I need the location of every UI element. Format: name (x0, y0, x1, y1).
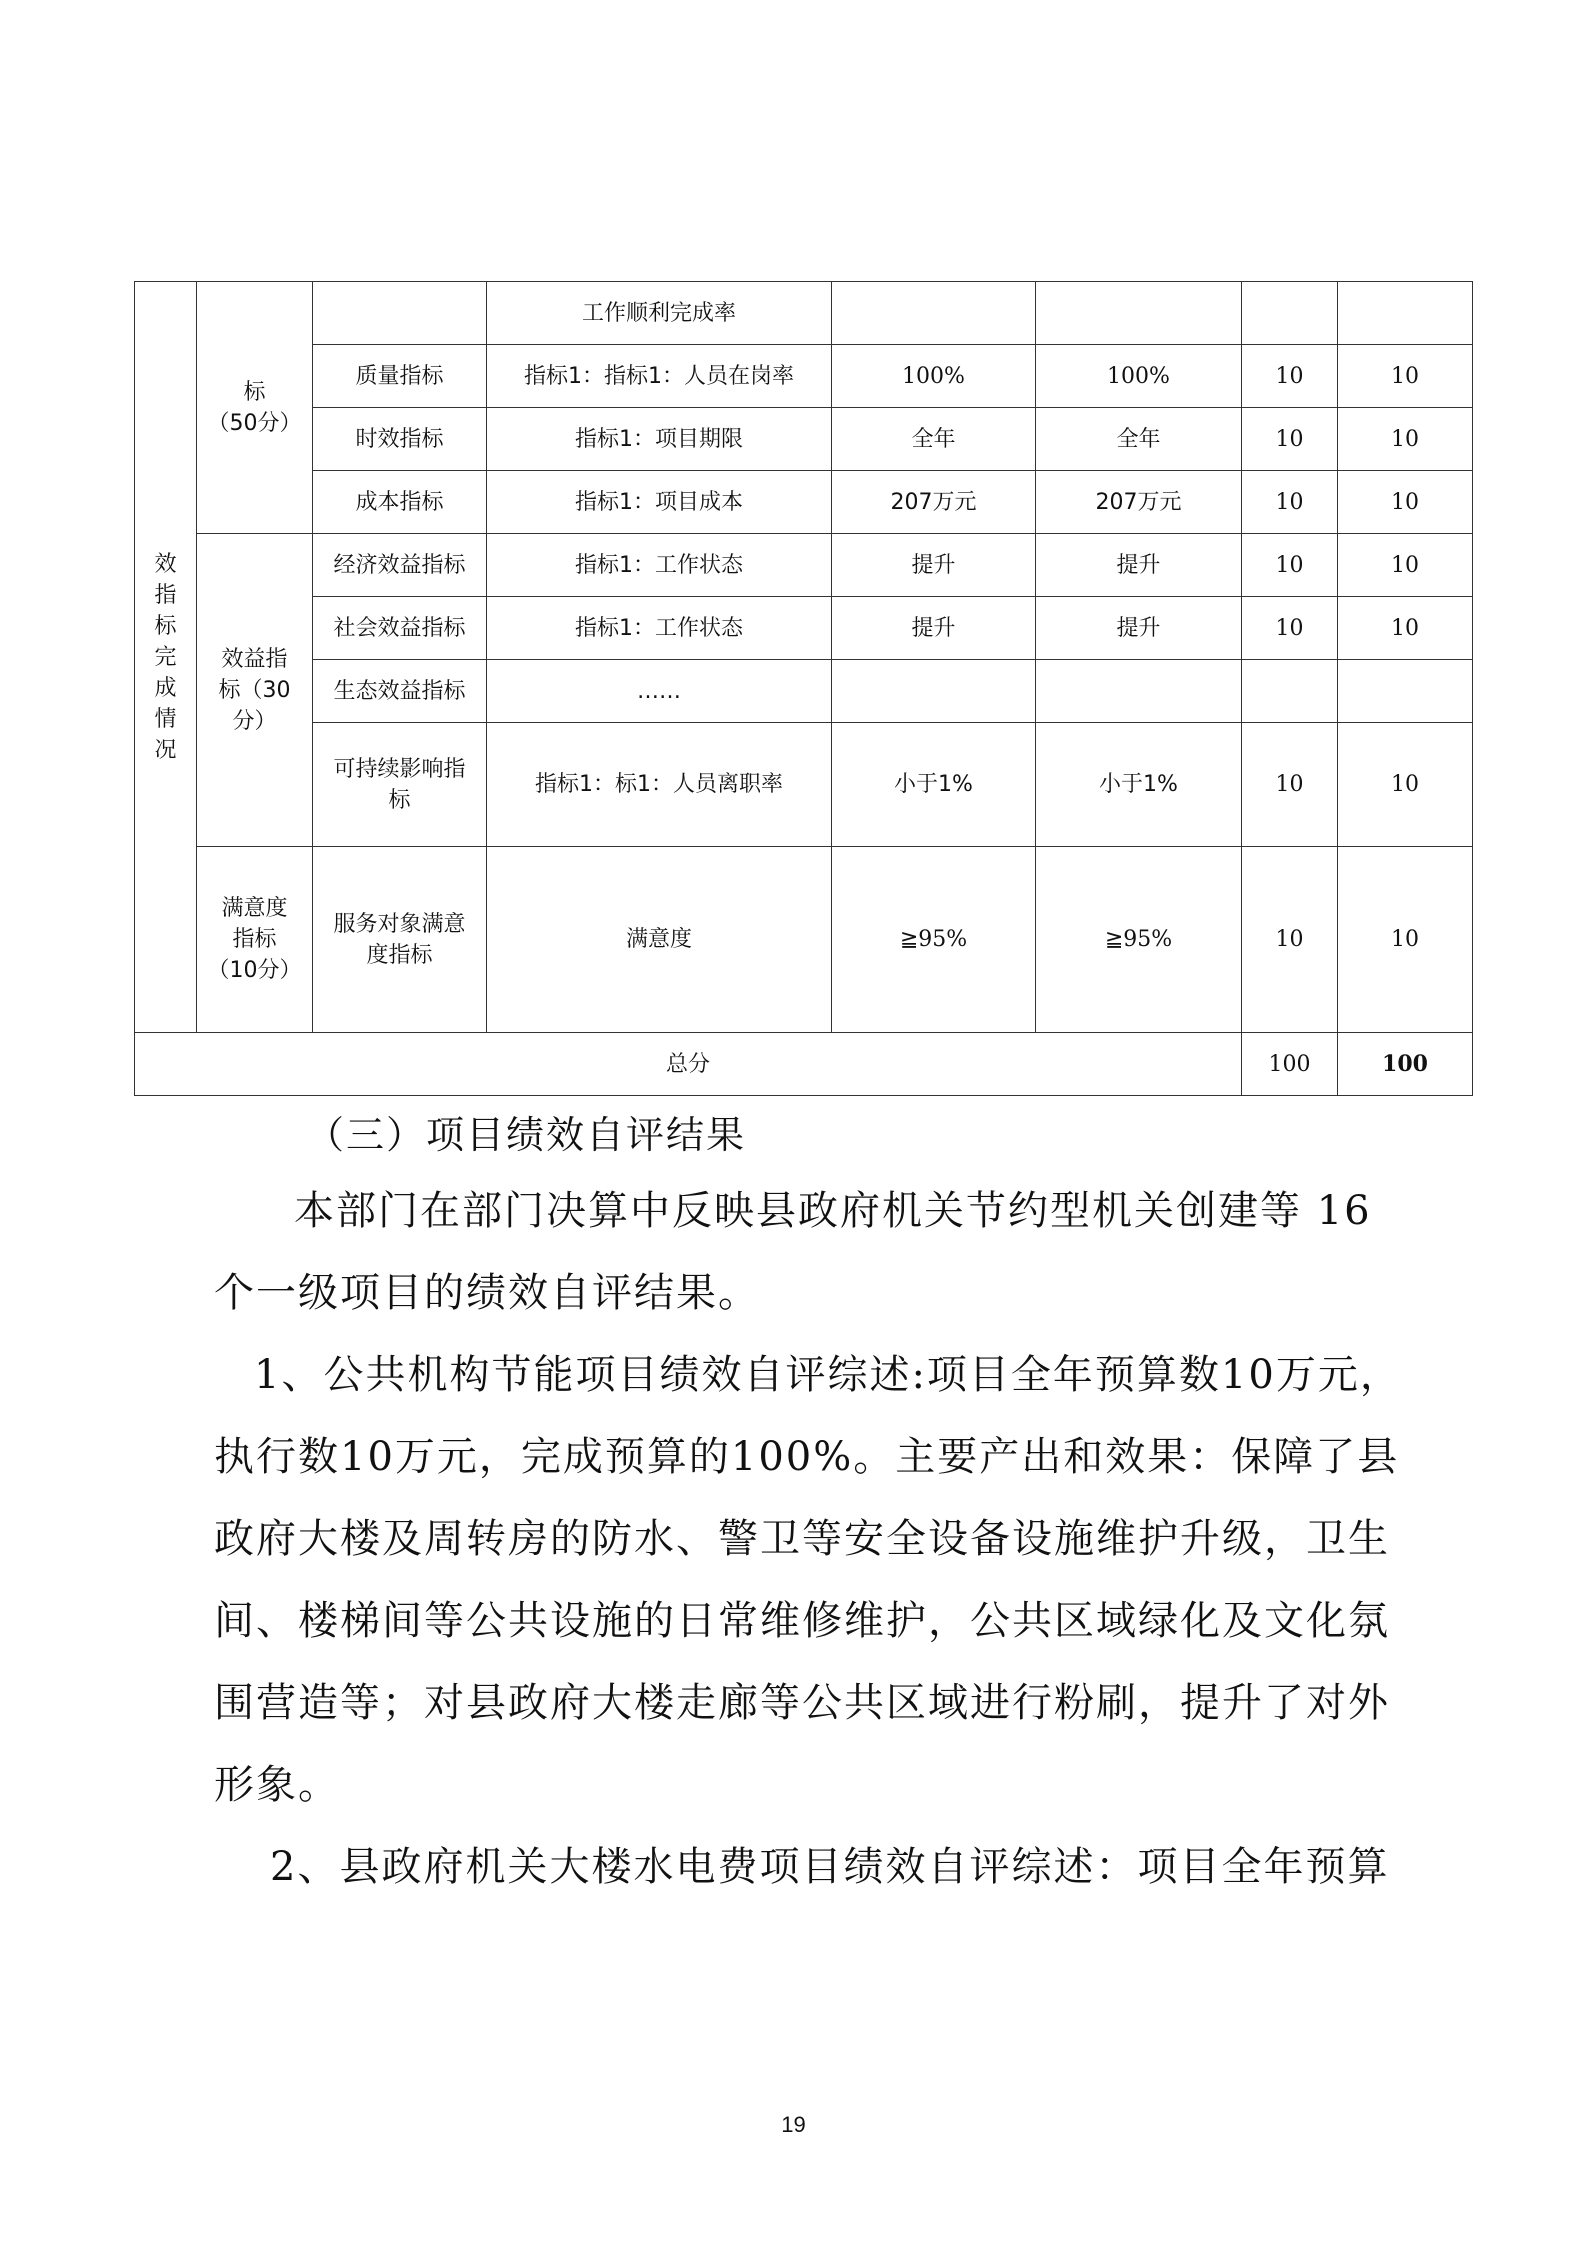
performance-table (134, 281, 1473, 1096)
weight-cell: 10 (1242, 471, 1338, 534)
indicator-cell: 工作顺利完成率 (487, 282, 832, 345)
actual-cell: 小于1% (1036, 723, 1242, 847)
score-cell: 10 (1338, 408, 1473, 471)
target-cell: 提升 (832, 534, 1036, 597)
score-cell: 10 (1338, 345, 1473, 408)
score-cell: 10 (1338, 847, 1473, 1033)
category-cell: 可持续影响指 标 (313, 723, 487, 847)
benefit-indicator-group: 效益指 标（30 分） (197, 534, 313, 847)
indicator-cell: 指标1：项目期限 (487, 408, 832, 471)
category-cell: 质量指标 (313, 345, 487, 408)
total-weight: 100 (1242, 1033, 1338, 1096)
indicator-cell: 指标1：项目成本 (487, 471, 832, 534)
category-cell: 生态效益指标 (313, 660, 487, 723)
satisfaction-indicator-group: 满意度 指标 （10分） (197, 847, 313, 1033)
score-cell: 10 (1338, 723, 1473, 847)
category-cell: 服务对象满意 度指标 (313, 847, 487, 1033)
paragraph-project-1: 1、公共机构节能项目绩效自评综述:项目全年预算数10万元， 执行数10万元，完成预算的100%。主要产出和效果：保障了县 政府大楼及周转房的防水、警卫等安全设备设施维护升级，卫生 间、楼梯间等公共设施的日常维修维护，公共区域绿化及文化氛 围营造等；对县政府大楼走廊等公共区域进行粉刷，提升了对外 形象。 (214, 1352, 1402, 1808)
target-cell: ≧95% (832, 847, 1036, 1033)
target-cell: 全年 (832, 408, 1036, 471)
indicator-cell: 满意度 (487, 847, 832, 1033)
total-label: 总分 (135, 1033, 1242, 1096)
category-cell: 成本指标 (313, 471, 487, 534)
actual-cell: 100% (1036, 345, 1242, 408)
category-cell: 时效指标 (313, 408, 487, 471)
total-score: 100 (1338, 1033, 1473, 1096)
weight-cell: 10 (1242, 597, 1338, 660)
target-cell: 207万元 (832, 471, 1036, 534)
score-cell: 10 (1338, 597, 1473, 660)
page-number: 19 (781, 2112, 806, 2137)
output-indicator-group: 标 （50分） (197, 282, 313, 534)
target-cell: 小于1% (832, 723, 1036, 847)
indicator-cell: …… (487, 660, 832, 723)
weight-cell: 10 (1242, 534, 1338, 597)
column-header-vertical: 效 指 标 完 成 情 况 (135, 282, 197, 1033)
category-cell (313, 282, 487, 345)
category-cell: 经济效益指标 (313, 534, 487, 597)
target-cell: 提升 (832, 597, 1036, 660)
weight-cell: 10 (1242, 408, 1338, 471)
score-cell: 10 (1338, 471, 1473, 534)
indicator-cell: 指标1：工作状态 (487, 534, 832, 597)
actual-cell: 全年 (1036, 408, 1242, 471)
paragraph-project-2: 2、县政府机关大楼水电费项目绩效自评综述：项目全年预算 (270, 1844, 1390, 1890)
actual-cell: 207万元 (1036, 471, 1242, 534)
paragraph-summary: 本部门在部门决算中反映县政府机关节约型机关创建等 16 个一级项目的绩效自评结果。 (214, 1188, 1372, 1316)
weight-cell: 10 (1242, 345, 1338, 408)
indicator-cell: 指标1：标1：人员离职率 (487, 723, 832, 847)
category-cell: 社会效益指标 (313, 597, 487, 660)
target-cell: 100% (832, 345, 1036, 408)
section-heading: （三）项目绩效自评结果 (306, 1113, 747, 1157)
score-cell: 10 (1338, 534, 1473, 597)
weight-cell: 10 (1242, 723, 1338, 847)
indicator-cell: 指标1：工作状态 (487, 597, 832, 660)
actual-cell: 提升 (1036, 597, 1242, 660)
actual-cell: 提升 (1036, 534, 1242, 597)
actual-cell: ≧95% (1036, 847, 1242, 1033)
weight-cell: 10 (1242, 847, 1338, 1033)
indicator-cell: 指标1：指标1：人员在岗率 (487, 345, 832, 408)
